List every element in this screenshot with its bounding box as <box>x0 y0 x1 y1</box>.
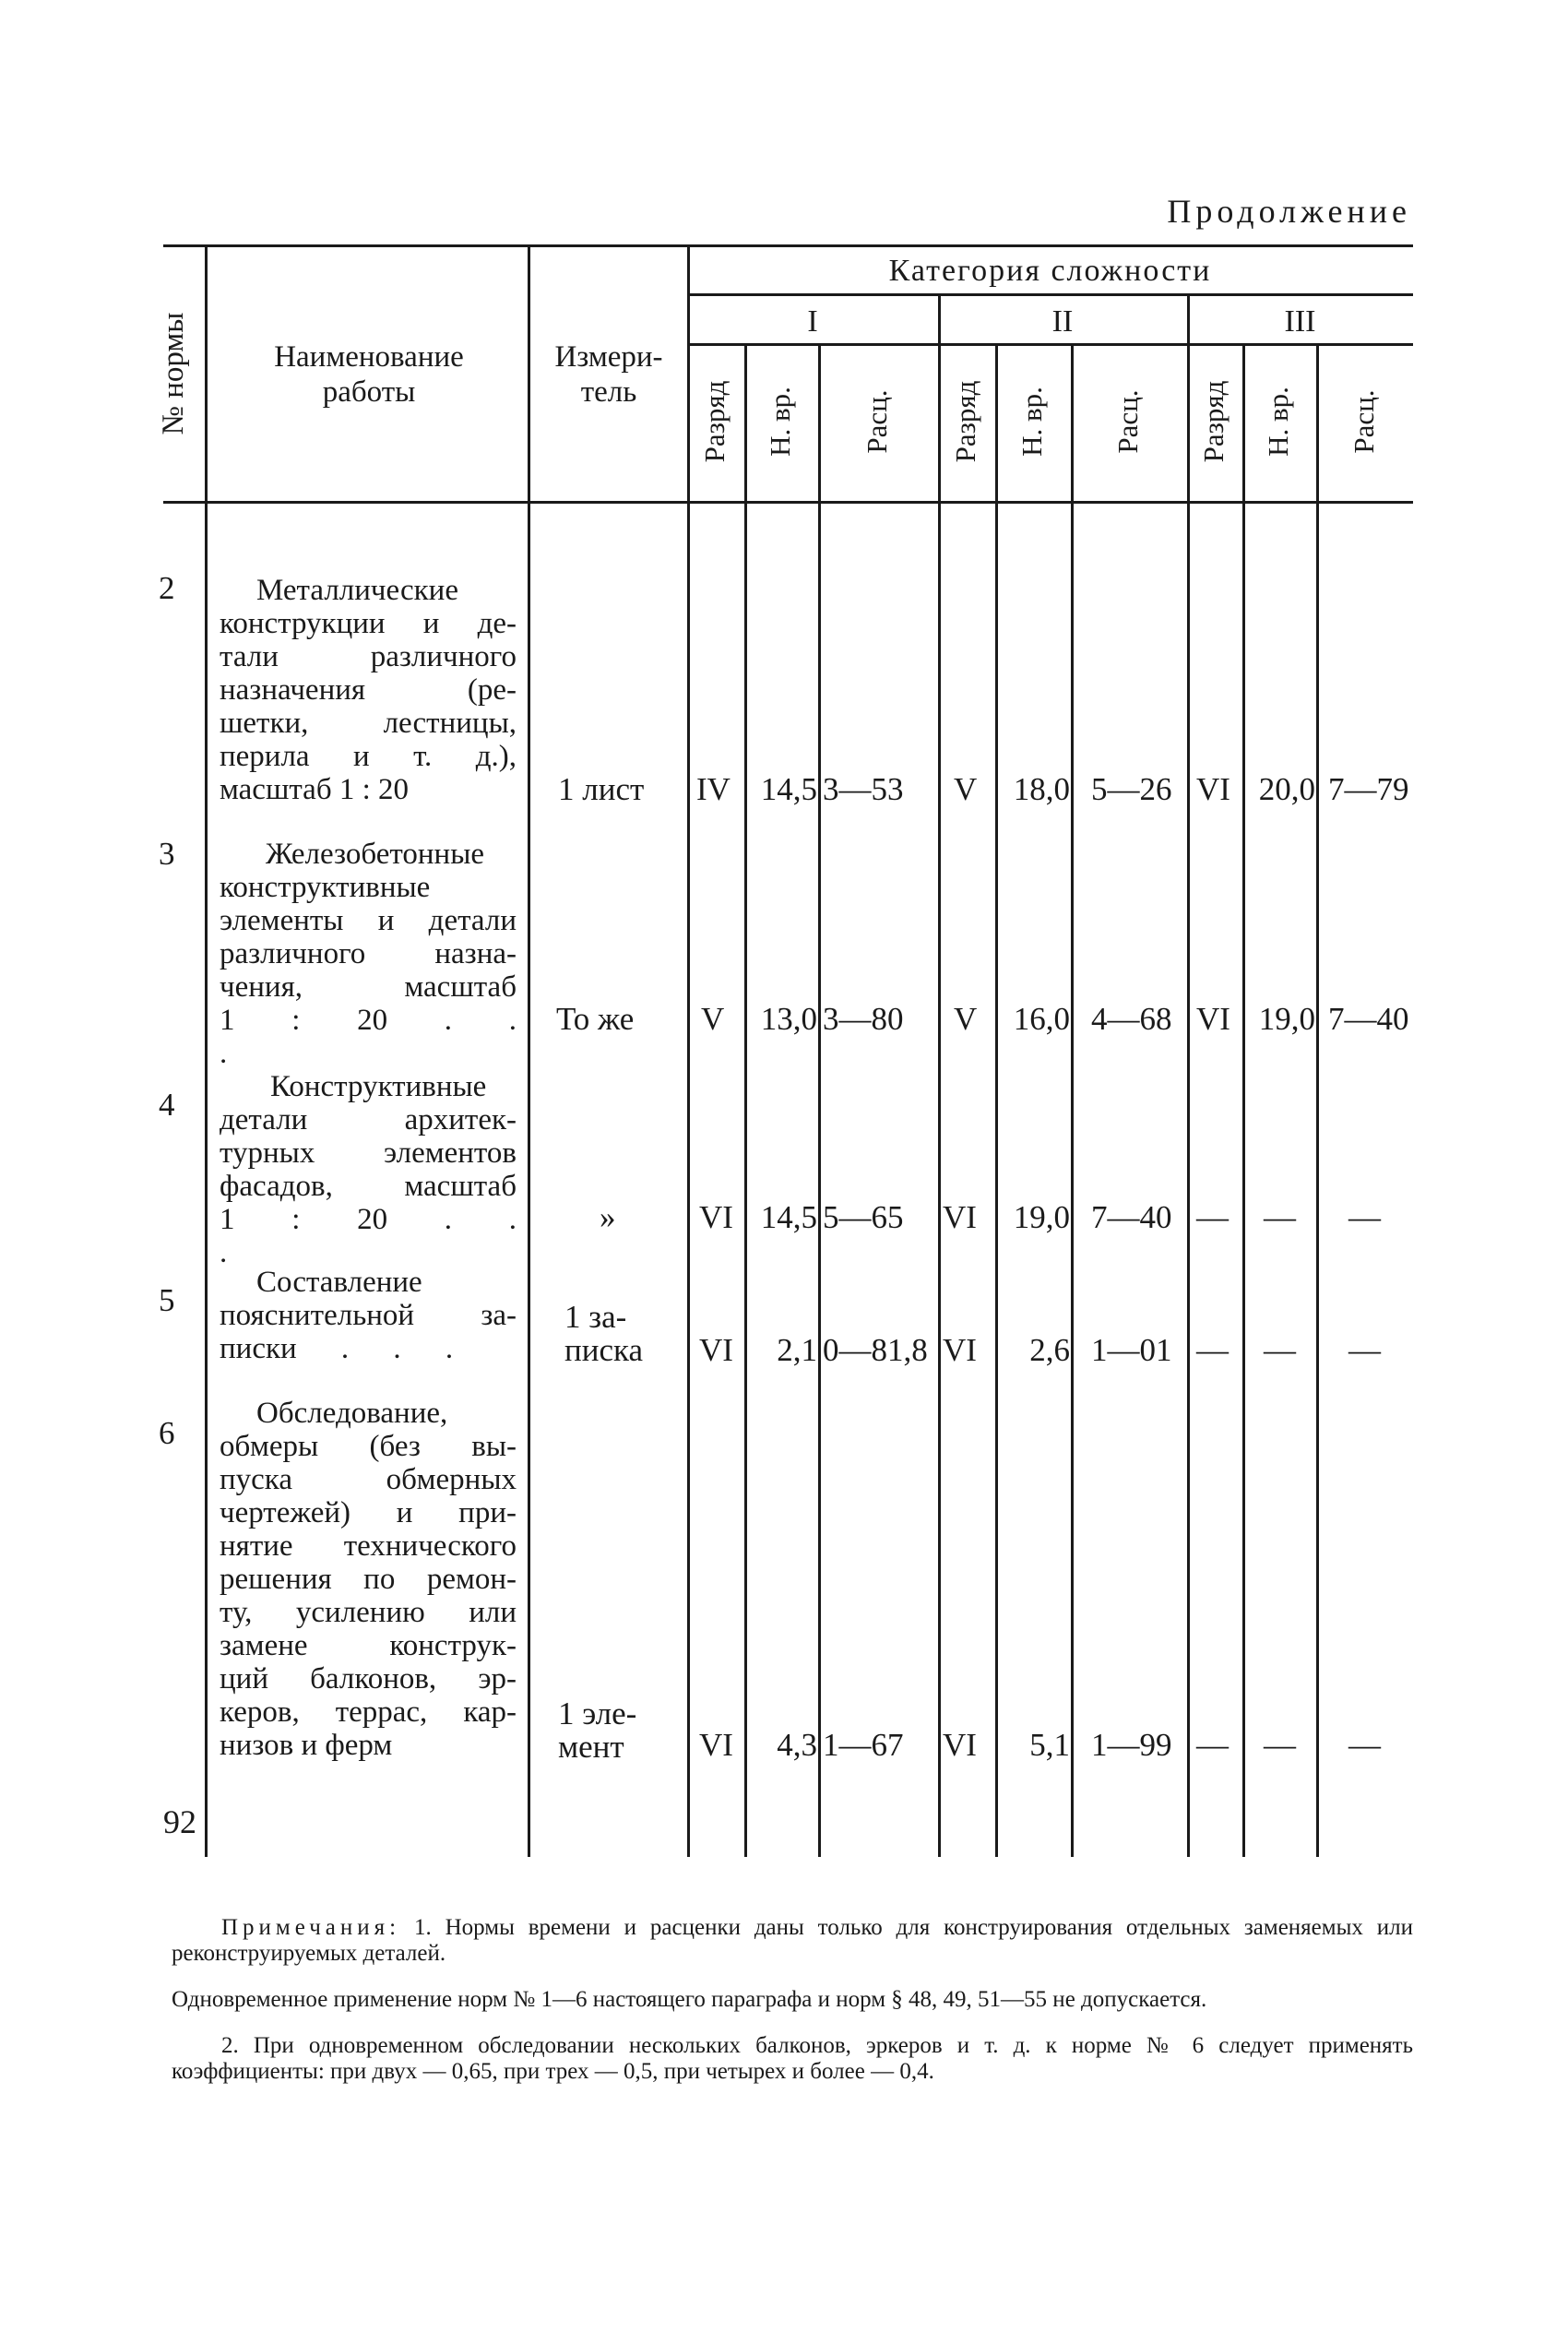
time-cell: 2,1 <box>777 1332 817 1368</box>
header-norm-number: № нормы <box>157 312 190 435</box>
header-work-name: Наименование работы <box>274 340 464 409</box>
work-name-line: чертежей) и при- <box>220 1496 517 1529</box>
work-name-line: 1 : 20 . . . <box>220 1203 517 1269</box>
work-name-line: конструкции и де- <box>220 607 517 640</box>
rank-cell: VI <box>1196 771 1230 807</box>
work-name-line: тали различного <box>220 640 517 673</box>
time-cell: 4,3 <box>777 1727 817 1763</box>
work-name-line: Конструктивные <box>270 1070 487 1103</box>
time-cell: 16,0 <box>1013 1001 1070 1037</box>
work-name <box>220 1266 517 1365</box>
rate-cell: 5—65 <box>823 1199 904 1235</box>
rank-cell: VI <box>943 1332 977 1368</box>
column-rule <box>818 343 821 1857</box>
work-name-line: перила и т. д.), <box>220 740 517 773</box>
row-number: 5 <box>159 1282 175 1318</box>
header-category-iii: III <box>1284 304 1316 339</box>
time-cell: — <box>1264 1332 1296 1368</box>
rate-cell: 0—81,8 <box>823 1332 928 1368</box>
rate-cell: — <box>1348 1727 1381 1763</box>
rate-cell: 7—40 <box>1091 1199 1172 1235</box>
row-number: 6 <box>159 1415 175 1451</box>
time-cell: 19,0 <box>1258 1001 1315 1037</box>
work-name <box>220 838 517 1070</box>
note-1-text: 1. Нормы времени и расценки даны только для конструирования отдельных заменяемых или реконструируемых деталей. <box>172 1915 1413 1966</box>
rank-cell: — <box>1196 1727 1229 1763</box>
work-name-line: фасадов, масштаб <box>220 1170 517 1203</box>
header-time-norm: Н. вр. <box>764 387 796 457</box>
footnotes <box>172 1915 1413 2105</box>
work-name-line: писки . . . <box>220 1332 454 1365</box>
page-number: 92 <box>163 1803 196 1840</box>
time-cell: 18,0 <box>1013 771 1070 807</box>
row-number: 2 <box>159 570 175 606</box>
header-category-ii: II <box>1051 304 1074 339</box>
rank-cell: — <box>1196 1332 1229 1368</box>
header-complexity-category: Категория сложности <box>888 254 1212 288</box>
work-name-line: обмеры (без вы- <box>220 1430 517 1463</box>
subcategory-rule <box>687 343 1413 346</box>
work-name <box>220 1070 517 1269</box>
rate-cell: 3—80 <box>823 1001 904 1037</box>
column-rule <box>1187 293 1190 1857</box>
time-cell: 2,6 <box>1029 1332 1070 1368</box>
unit-cell <box>558 1697 636 1764</box>
time-cell: — <box>1264 1727 1296 1763</box>
work-name-line: решения по ремон- <box>220 1563 517 1596</box>
unit-line: 1 за- <box>564 1299 627 1335</box>
work-name-line: Металлические <box>256 574 458 607</box>
time-cell: 14,5 <box>760 771 817 807</box>
note-1b: Одновременное применение норм № 1—6 настоящего параграфа и норм § 48, 49, 51—55 не допускается. <box>172 1987 1207 2012</box>
row-number: 4 <box>159 1087 175 1123</box>
work-name-line: замене конструк- <box>220 1629 517 1662</box>
rank-cell: VI <box>699 1332 733 1368</box>
continuation-label: Продолжение <box>1167 193 1411 230</box>
column-rule <box>687 244 690 1857</box>
note-1 <box>172 1915 1413 1967</box>
work-name-line: 1 : 20 . . . <box>220 1004 517 1070</box>
unit-line: 1 эле- <box>558 1695 637 1731</box>
rank-cell: VI <box>943 1727 977 1763</box>
time-cell: 5,1 <box>1029 1727 1070 1763</box>
category-rule <box>687 293 1413 296</box>
time-cell: — <box>1264 1199 1296 1235</box>
rate-cell: — <box>1348 1332 1381 1368</box>
note-2: 2. При одновременном обследовании нескольких балконов, эркеров и т. д. к норме № 6 следует применять коэффициенты: при двух — 0,65, при трех — 0,5, при четырех и более — 0,4. <box>172 2033 1413 2084</box>
work-name-line: масштаб 1 : 20 <box>220 773 410 806</box>
work-name-line: шетки, лестницы, <box>220 707 517 740</box>
row-number: 3 <box>159 836 175 872</box>
header-rate: Расц. <box>861 389 893 454</box>
rank-cell: IV <box>696 771 731 807</box>
header-unit: Измери-тель <box>554 340 663 409</box>
work-name-line: низов и ферм <box>220 1729 393 1762</box>
work-name-line: керов, террас, кар- <box>220 1695 517 1729</box>
rate-cell: 1—99 <box>1091 1727 1172 1763</box>
rate-cell: 1—01 <box>1091 1332 1172 1368</box>
unit-cell <box>564 1301 643 1367</box>
work-name-line: чения, масштаб <box>220 970 517 1004</box>
work-name-line: пояснительной за- <box>220 1299 517 1332</box>
rate-cell: 4—68 <box>1091 1001 1172 1037</box>
rate-cell: 5—26 <box>1091 771 1172 807</box>
time-cell: 14,5 <box>760 1199 817 1235</box>
work-name-line: элементы и детали <box>220 904 517 937</box>
work-name-line: Железобетонные <box>266 838 485 871</box>
unit-cell: 1 лист <box>558 771 645 807</box>
column-rule <box>938 293 941 1857</box>
time-cell: 19,0 <box>1013 1199 1070 1235</box>
rate-cell: 7—79 <box>1328 771 1409 807</box>
work-name-line: турных элементов <box>220 1136 517 1170</box>
work-name-line: различного назна- <box>220 937 517 970</box>
rank-cell: VI <box>1196 1001 1230 1037</box>
notes-label: Примечания: <box>221 1915 401 1940</box>
work-name-line: Обследование, <box>256 1397 448 1430</box>
work-name-line: ту, усилению или <box>220 1596 517 1629</box>
header-bottom-rule <box>163 501 1413 504</box>
column-rule <box>1071 343 1074 1857</box>
column-rule <box>744 343 747 1857</box>
rank-cell: VI <box>699 1199 733 1235</box>
work-name-line: нятие технического <box>220 1529 517 1563</box>
time-cell: 20,0 <box>1258 771 1315 807</box>
work-name-line: назначения (ре- <box>220 673 517 707</box>
header-rate: Расц. <box>1348 389 1380 454</box>
work-name <box>220 1397 517 1762</box>
rank-cell: VI <box>943 1199 977 1235</box>
work-name <box>220 574 517 806</box>
header-rate: Расц. <box>1111 389 1144 454</box>
rate-cell: — <box>1348 1199 1381 1235</box>
work-name-line: детали архитек- <box>220 1103 517 1136</box>
header-rank: Разряд <box>698 380 731 463</box>
column-rule <box>205 244 208 1857</box>
work-name-line: ций балконов, эр- <box>220 1662 517 1695</box>
header-rank: Разряд <box>949 380 981 463</box>
column-rule <box>528 244 530 1857</box>
rank-cell: VI <box>699 1727 733 1763</box>
unit-cell: То же <box>556 1001 635 1037</box>
rank-cell: V <box>954 1001 978 1037</box>
header-category-i: I <box>807 304 818 339</box>
header-time-norm: Н. вр. <box>1262 387 1294 457</box>
work-name-line: Составление <box>256 1266 422 1299</box>
rate-cell: 1—67 <box>823 1727 904 1763</box>
header-rank: Разряд <box>1197 380 1229 463</box>
work-name-line: конструктивные <box>220 871 431 904</box>
column-rule <box>1242 343 1245 1857</box>
work-name-line: пуска обмерных <box>220 1463 517 1496</box>
table-top-rule <box>163 244 1413 247</box>
header-time-norm: Н. вр. <box>1016 387 1048 457</box>
unit-cell: » <box>600 1199 616 1235</box>
unit-line: писка <box>564 1332 644 1368</box>
unit-line: мент <box>558 1729 624 1765</box>
rate-cell: 3—53 <box>823 771 904 807</box>
rate-cell: 7—40 <box>1328 1001 1409 1037</box>
rank-cell: — <box>1196 1199 1229 1235</box>
rank-cell: V <box>954 771 978 807</box>
time-cell: 13,0 <box>760 1001 817 1037</box>
column-rule <box>1316 343 1319 1857</box>
rank-cell: V <box>701 1001 725 1037</box>
column-rule <box>995 343 998 1857</box>
